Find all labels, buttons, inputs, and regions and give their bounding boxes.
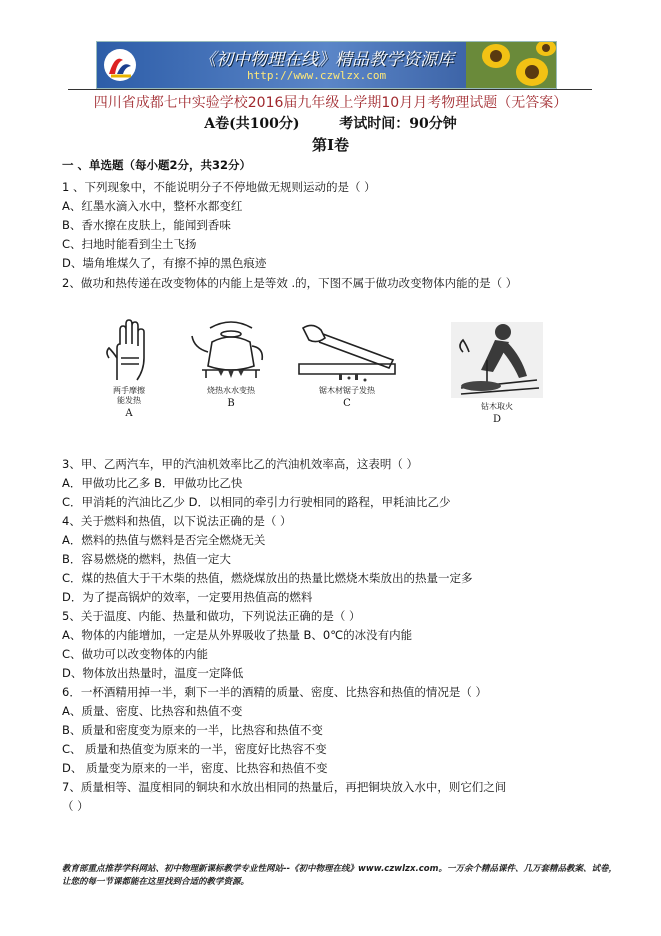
document-title: 四川省成都七中实验学校2016届九年级上学期10月月考物理试题（无答案） — [93, 95, 568, 111]
figure-caption: 两手摩擦 能发热 — [113, 386, 145, 405]
banner-url[interactable]: http://www.czwlzx.com — [247, 69, 387, 82]
site-logo-icon — [103, 48, 137, 82]
option-line: B、质量和密度变为原来的一半，比热容和热值不变 — [62, 723, 323, 737]
figure-caption: 钻木取火 — [481, 402, 513, 411]
page-footer: 教育部重点推荐学科网站、初中物理新课标教学专业性网站--《初中物理在线》www.czwlzx.com。一万余个精品课件、几万套精品教案、试卷，让您的每一节课都能在这里找到合适的教学资源。 — [62, 864, 617, 887]
figure-caption: 锯木材锯子发热 — [319, 386, 375, 395]
option-line: A．燃料的热值与燃料是否完全燃烧无关 — [62, 533, 266, 547]
figure-caption: 烧热水水变热 — [207, 386, 255, 395]
figure-letter: C — [343, 398, 351, 409]
figure-c — [292, 318, 402, 430]
option-line: D、 质量变为原来的一半，密度、比热容和热值不变 — [62, 761, 328, 775]
option-line: B、香水擦在皮肤上，能闻到香味 — [62, 218, 231, 232]
saw-wood-icon — [295, 318, 399, 386]
question-1: 1 、下列现象中，不能说明分子不停地做无规则运动的是（ ） — [62, 180, 376, 194]
option-line: C．煤的热值大于干木柴的热值，燃烧煤放出的热量比燃烧木柴放出的热量一定多 — [62, 571, 473, 585]
option-line: D．为了提高锅炉的效率，一定要用热值高的燃料 — [62, 590, 313, 604]
option-line: A．甲做功比乙多 B．甲做功比乙快 — [62, 476, 243, 490]
drill-wood-fire-icon — [447, 318, 547, 402]
sunflower-icon — [466, 42, 556, 88]
answer-bracket: （ ） — [62, 799, 89, 813]
figure-b — [186, 318, 276, 430]
exam-time: 考试时间：90分钟 — [339, 116, 457, 132]
option-line: D、物体放出热量时，温度一定降低 — [62, 666, 244, 680]
exam-info — [0, 113, 661, 133]
option-line: C、做功可以改变物体的内能 — [62, 647, 209, 661]
site-banner — [96, 41, 557, 89]
figure-a — [84, 318, 174, 430]
question-7: 7、质量相等、温度相同的铜块和水放出相同的热量后，再把铜块放入水中，则它们之间 — [62, 780, 507, 794]
rubbing-hands-icon — [99, 318, 159, 386]
option-line: A、物体的内能增加，一定是从外界吸收了热量 B、0℃的冰没有内能 — [62, 628, 413, 642]
header-rule — [68, 89, 592, 90]
figure-d — [442, 318, 552, 430]
question-6: 6．一杯酒精用掉一半，剩下一半的酒精的质量、密度、比热容和热值的情况是（ ） — [62, 685, 487, 699]
question-5: 5、关于温度、内能、热量和做功，下列说法正确的是（ ） — [62, 609, 361, 623]
question-3: 3、甲、乙两汽车，甲的汽油机效率比乙的汽油机效率高，这表明（ ） — [62, 457, 418, 471]
figure-letter: B — [227, 398, 235, 409]
option-line: C、 质量和热值变为原来的一半，密度好比热容不变 — [62, 742, 327, 756]
question-2: 2、做功和热传递在改变物体的内能上是等效 .的，下图不属于做功改变物体内能的是（ ） — [62, 276, 518, 290]
kettle-on-stove-icon — [188, 318, 274, 386]
paper-label: A卷(共100分) — [204, 116, 300, 132]
banner-title: 《初中物理在线》精品教学资源库 — [199, 50, 454, 70]
figure-letter: A — [125, 408, 133, 419]
question-4: 4、关于燃料和热值，以下说法正确的是（ ） — [62, 514, 292, 528]
option-line: D、墙角堆煤久了，有擦不掉的黑色痕迹 — [62, 256, 267, 270]
option-line: B．容易燃烧的燃料，热值一定大 — [62, 552, 231, 566]
option-line: A、红墨水滴入水中，整杯水都变红 — [62, 199, 243, 213]
option-line: C．甲消耗的汽油比乙少 D．以相同的牵引力行驶相同的路程，甲耗油比乙少 — [62, 495, 451, 509]
figure-letter: D — [492, 414, 502, 425]
section-heading: 一 、单选题（每小题2分，共32分） — [62, 158, 252, 172]
volume-heading: 第Ⅰ卷 — [311, 136, 350, 154]
option-line: A、质量、密度、比热容和热值不变 — [62, 704, 243, 718]
option-line: C、扫地时能看到尘土飞扬 — [62, 237, 197, 251]
